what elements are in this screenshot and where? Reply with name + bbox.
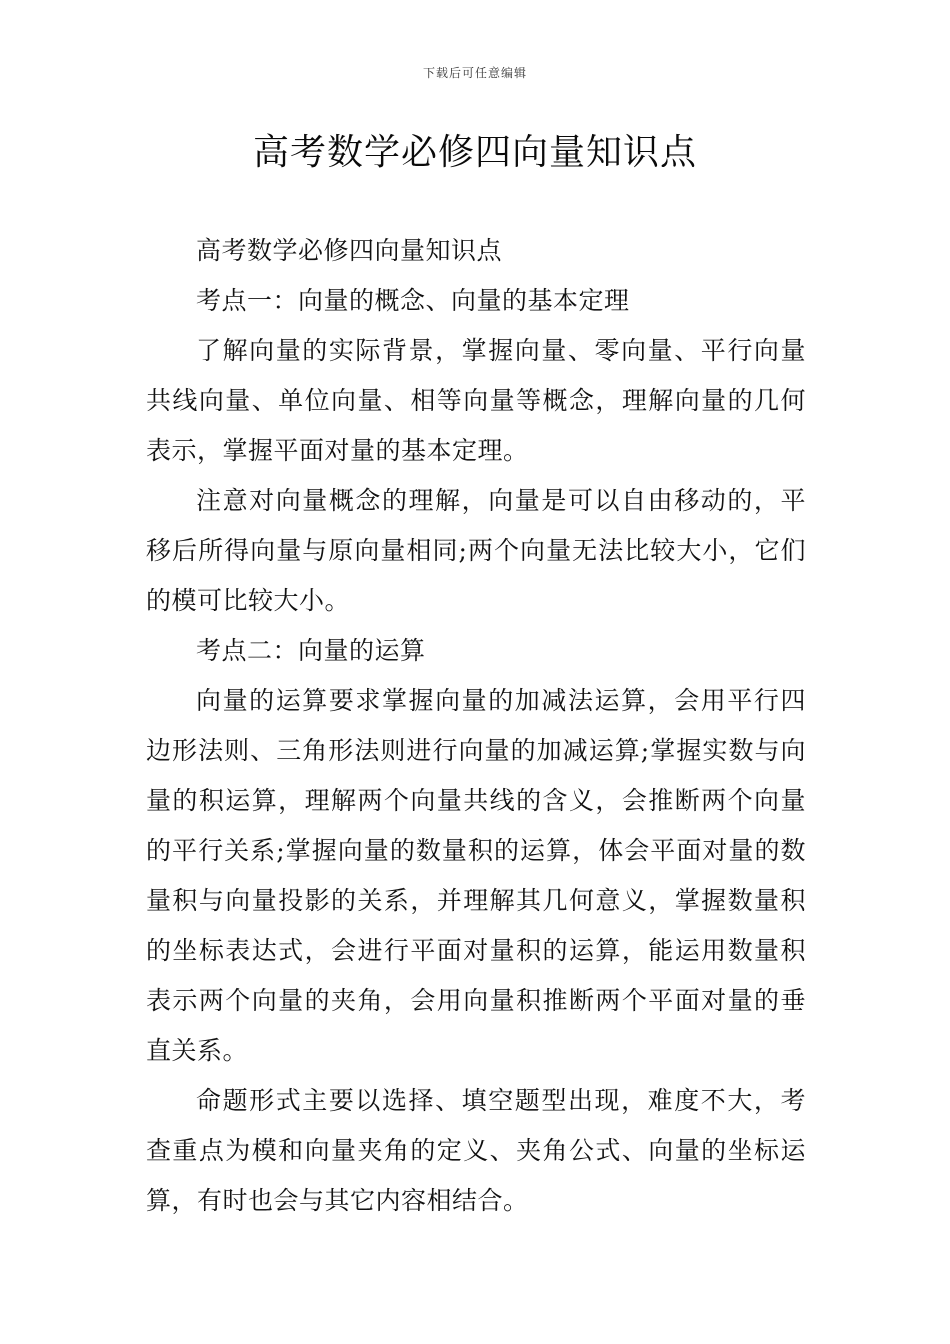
document-title: 高考数学必修四向量知识点 bbox=[252, 132, 697, 173]
header-note: 下载后可任意编辑 bbox=[422, 66, 527, 80]
paragraph-section-1-body-1: 了解向量的实际背景，掌握向量、零向量、平行向量共线向量、单位向量、相等向量等概念，理解向量的几何表示，掌握平面对量的基本定理。 bbox=[146, 336, 806, 465]
paragraph-section-1-body-2: 注意对向量概念的理解，向量是可以自由移动的，平移后所得向量与原向量相同;两个向量无法比较大小，它们的模可比较大小。 bbox=[146, 486, 806, 615]
paragraph-section-2-body-1: 向量的运算要求掌握向量的加减法运算，会用平行四边形法则、三角形法则进行向量的加减运算;掌握实数与向量的积运算，理解两个向量共线的含义，会推断两个向量的平行关系;掌握向量的数量积的运算，体会平面对量的数量积与向量投影的关系，并理解其几何意义，掌握数量积的坐标表达式，会进行平面对量积的运算，能运用数量积表示两个向量的夹角，会用向量积推断两个平面对量的垂直关系。 bbox=[146, 686, 806, 1065]
document-body bbox=[146, 226, 806, 1226]
paragraph-section-2-heading: 考点二：向量的运算 bbox=[196, 636, 426, 665]
paragraph-section-1-heading: 考点一：向量的概念、向量的基本定理 bbox=[196, 286, 630, 315]
paragraph-subtitle: 高考数学必修四向量知识点 bbox=[196, 236, 503, 265]
paragraph-section-2-body-2: 命题形式主要以选择、填空题型出现，难度不大，考查重点为模和向量夹角的定义、夹角公式、向量的坐标运算，有时也会与其它内容相结合。 bbox=[146, 1086, 806, 1215]
